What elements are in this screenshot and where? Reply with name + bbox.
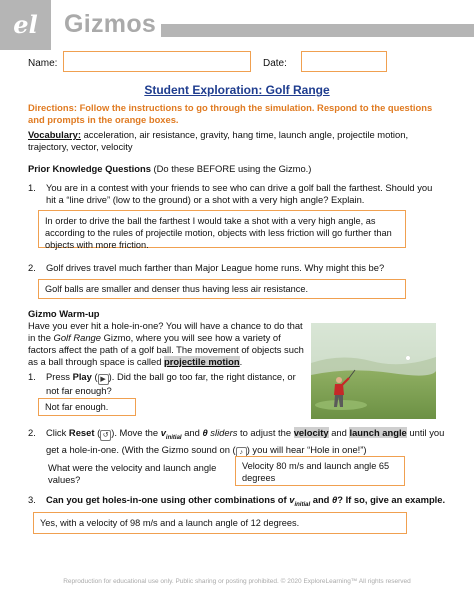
q4-text-9: ) you will hear “Hole in one!”) bbox=[246, 443, 367, 455]
warmup-heading: Gizmo Warm-up bbox=[28, 308, 100, 319]
play-label: Play bbox=[72, 371, 92, 382]
gizmo-name: Golf Range bbox=[53, 332, 101, 343]
v-subscript: initial bbox=[165, 434, 182, 441]
name-field[interactable] bbox=[63, 51, 251, 72]
q4-text-2: ( bbox=[94, 427, 101, 438]
warmup-paragraph bbox=[28, 320, 308, 368]
v-symbol-2: v bbox=[289, 494, 295, 505]
q3-answer-box[interactable]: Not far enough. bbox=[38, 398, 136, 416]
brand-name: Gizmos bbox=[64, 10, 157, 38]
warmup-text-2: Gizmo, where you will see how a variety of factors affect the path of a golf ball. The movement of objects such as a ball through space is called bbox=[28, 332, 304, 367]
q1-number: 1. bbox=[28, 182, 36, 193]
q4-text-8: until you get a hole-in-one. (With the Gizmo sound on ( bbox=[46, 427, 445, 455]
q5-text-1: Can you get holes-in-one using other combinations of bbox=[46, 494, 290, 505]
q3-text-2: ( bbox=[91, 371, 98, 382]
vocabulary-list: acceleration, air resistance, gravity, hang time, launch angle, projectile motion, trajectory, vector, velocity bbox=[28, 129, 409, 152]
header-bar bbox=[161, 24, 474, 37]
velocity-term: velocity bbox=[293, 427, 329, 438]
prior-heading-note: (Do these BEFORE using the Gizmo.) bbox=[150, 163, 312, 174]
theta-symbol: θ bbox=[202, 427, 208, 438]
prior-knowledge-heading bbox=[28, 163, 448, 175]
golf-scene-illustration bbox=[311, 323, 436, 419]
q4-answer-box[interactable]: Velocity 80 m/s and launch angle 65 degrees bbox=[235, 456, 405, 486]
copyright-footer: Reproduction for educational use only. Public sharing or posting prohibited. © 2020 ExploreLearning™ All rights reserved bbox=[63, 578, 411, 585]
q2-question: Golf drives travel much farther than Major League home runs. Why might this be? bbox=[46, 262, 385, 273]
q4-text-6: to adjust the bbox=[237, 427, 294, 438]
v-symbol: v bbox=[160, 427, 166, 438]
q1-question: You are in a contest with your friends to see who can drive a golf ball the farthest. Should you hit a “line drive” (low to the ground) or a shot with a very high angle? Explain. bbox=[46, 182, 433, 205]
q3-number: 1. bbox=[28, 371, 36, 382]
q3-text-3: ). Did the ball go too far, the right distance, or not far enough? bbox=[46, 371, 296, 396]
play-icon: ▶ bbox=[98, 374, 109, 385]
v-subscript-2: initial bbox=[294, 501, 311, 508]
name-label: Name: bbox=[28, 58, 58, 69]
q5-number: 3. bbox=[28, 494, 36, 505]
q4-text-4: and bbox=[181, 427, 203, 438]
prior-heading-bold: Prior Knowledge Questions bbox=[28, 163, 151, 174]
q4-text-1: Click bbox=[46, 427, 69, 438]
q5-answer-box[interactable]: Yes, with a velocity of 98 m/s and a launch angle of 12 degrees. bbox=[33, 512, 407, 534]
date-label: Date: bbox=[263, 58, 287, 69]
q5-text-2: and bbox=[310, 494, 333, 505]
q4-number: 2. bbox=[28, 427, 36, 438]
date-field[interactable] bbox=[301, 51, 387, 72]
reset-label: Reset bbox=[68, 427, 95, 438]
q2-number: 2. bbox=[28, 262, 36, 273]
sound-icon: ♪ bbox=[236, 447, 247, 458]
q4-text-3: ). Move the bbox=[111, 427, 161, 438]
warmup-text-1: Have you ever hit a hole-in-one? You will have a chance to do that in the bbox=[28, 320, 303, 343]
projectile-motion-term: projectile motion bbox=[164, 356, 240, 367]
q5-text-3: ? If so, give an example. bbox=[337, 494, 446, 505]
warmup-text-3: . bbox=[239, 356, 243, 367]
q5-question bbox=[46, 494, 451, 511]
reset-icon: ↺ bbox=[100, 430, 111, 441]
q3-text-1: Press bbox=[46, 371, 73, 382]
directions-text: Directions: Follow the instructions to go through the simulation. Respond to the questions and prompts in the orange boxes. bbox=[28, 102, 433, 125]
q1-answer-box[interactable]: In order to drive the ball the farthest I would take a shot with a very high angle, as according to the rules of projectile motion, objects with less friction will go further than objects with more friction. bbox=[38, 210, 406, 248]
q4-text-7: and bbox=[328, 427, 350, 438]
sliders-text: sliders bbox=[207, 427, 238, 438]
page-title: Student Exploration: Golf Range bbox=[144, 83, 330, 97]
vocabulary-label: Vocabulary: bbox=[28, 129, 81, 140]
gizmos-header bbox=[0, 0, 474, 50]
explorelearning-logo-icon: el bbox=[0, 0, 51, 50]
launch-angle-term: launch angle bbox=[349, 427, 407, 438]
q4-prompt: What were the velocity and launch angle values? bbox=[48, 462, 217, 485]
theta-symbol-2: θ bbox=[332, 494, 338, 505]
q3-question bbox=[46, 371, 301, 397]
q4-question bbox=[46, 427, 451, 458]
q2-answer-box[interactable]: Golf balls are smaller and denser thus having less air resistance. bbox=[38, 279, 406, 299]
vocabulary bbox=[28, 129, 448, 153]
golf-range-image bbox=[311, 323, 436, 419]
